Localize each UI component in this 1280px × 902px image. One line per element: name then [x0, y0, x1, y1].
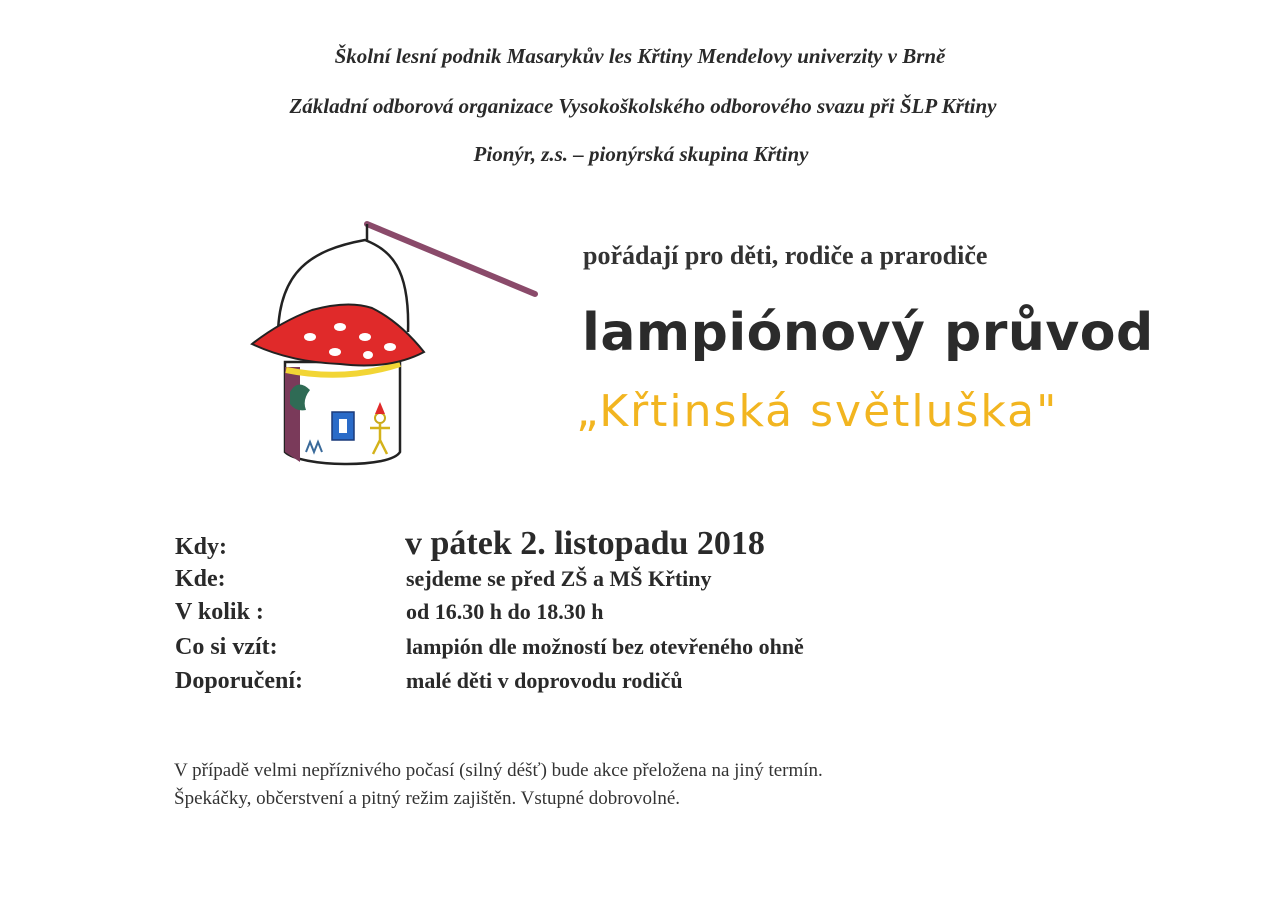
weather-note: V případě velmi nepříznivého počasí (silný déšť) bude akce přeložena na jiný termín.: [174, 760, 823, 781]
detail-value-bring: lampión dle možností bez otevřeného ohně: [406, 634, 804, 659]
detail-value-when: v pátek 2. listopadu 2018: [405, 525, 765, 562]
organizer-line-3: Pionýr, z.s. – pionýrská skupina Křtiny: [473, 142, 809, 166]
organize-text: pořádají pro děti, rodiče a prarodiče: [583, 241, 988, 270]
event-name: „Křtinská světluška": [576, 386, 1059, 437]
detail-label-time: V kolik :: [175, 599, 264, 625]
detail-value-time: od 16.30 h do 18.30 h: [406, 599, 604, 624]
refreshment-note: Špekáčky, občerstvení a pitný režim zajištěn. Vstupné dobrovolné.: [174, 788, 681, 809]
event-title: lampiónový průvod: [582, 303, 1154, 363]
detail-label-where: Kde:: [175, 566, 226, 592]
detail-value-where: sejdeme se před ZŠ a MŠ Křtiny: [406, 566, 712, 591]
detail-label-bring: Co si vzít:: [175, 634, 278, 660]
detail-label-when: Kdy:: [175, 534, 228, 560]
detail-value-recommendation: malé děti v doprovodu rodičů: [406, 668, 683, 693]
organizer-line-2: Základní odborová organizace Vysokoškolského odborového svazu při ŠLP Křtiny: [289, 94, 997, 118]
organizer-line-1: Školní lesní podnik Masarykův les Křtiny Mendelovy univerzity v Brně: [334, 44, 946, 68]
detail-label-recommendation: Doporučení:: [175, 668, 303, 694]
lantern-illustration: [240, 212, 550, 482]
